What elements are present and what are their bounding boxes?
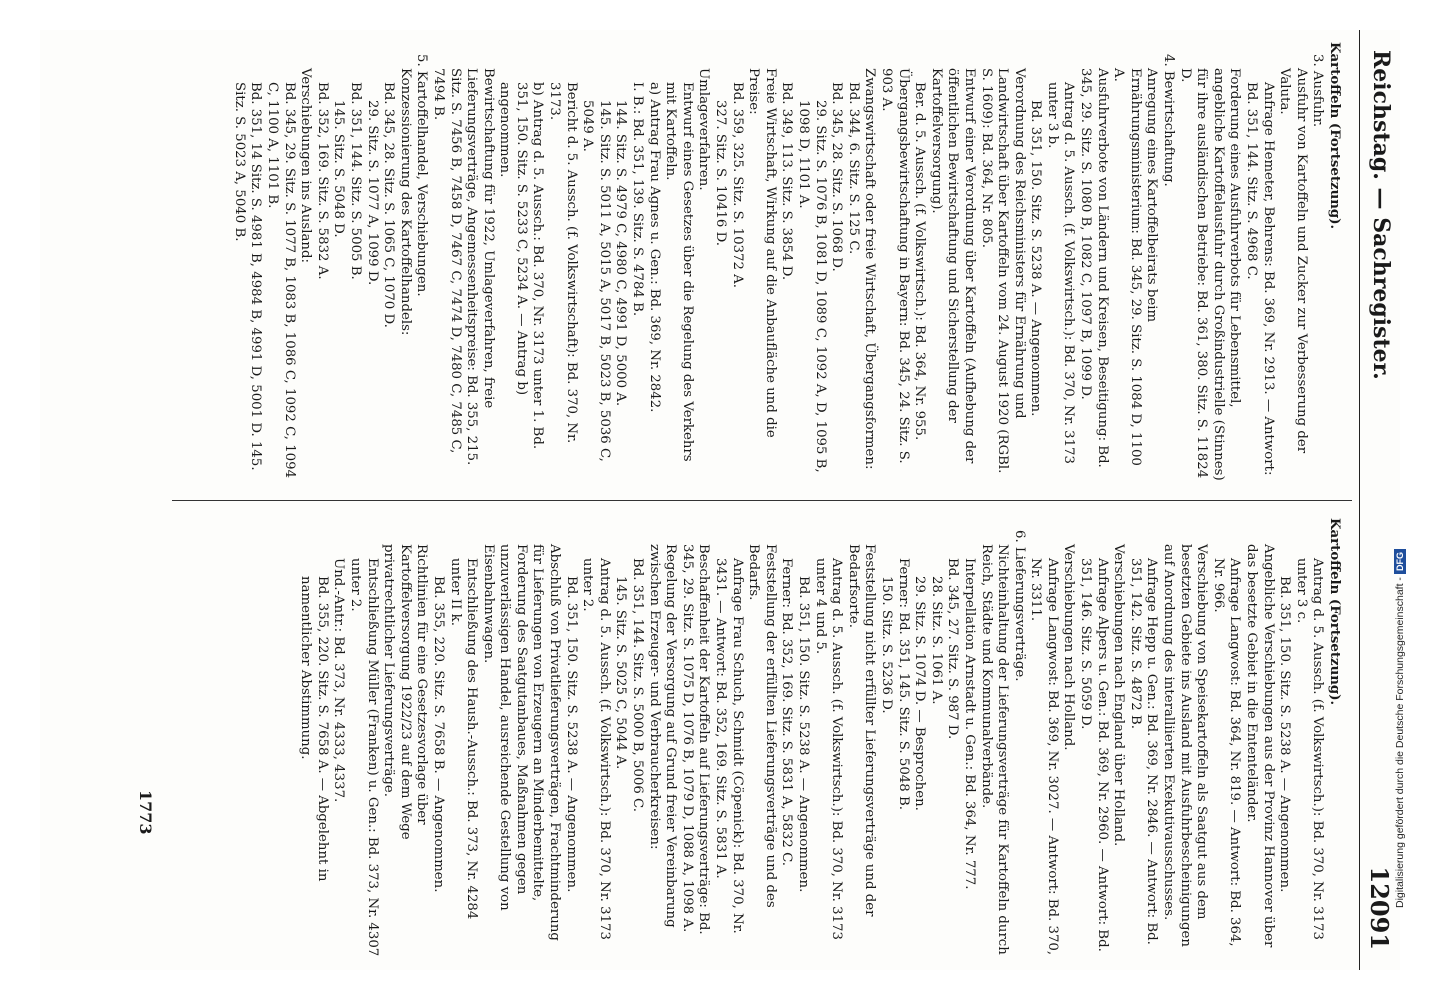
index-entry: Bd. 345, 27. Sitz. S. 987 D. bbox=[945, 558, 961, 740]
index-entry: Anfrage Langwost: Bd. 369, Nr. 3027. — Antwort: Bd. 370, Nr. 3311. bbox=[1028, 558, 1060, 956]
index-entry: Freie Wirtschaft, Wirkung auf die Anbaufläche und die Preise: bbox=[746, 68, 778, 438]
index-entry: Bd. 355, 220. Sitz. S. 7658 A. — Abgelehnt in namentlicher Abstimmung. bbox=[298, 576, 330, 882]
index-entry: Verschiebungen nach England über Holland. bbox=[1111, 544, 1127, 847]
index-entry: Abschluß von Privatlieferungsverträgen, Frachtminderung für Lieferungen von Erzeugern an Minderbemittelte, Forderung des Saatgutanbaues, Maßnahmen gegen unzuverlässigen Handel, ausreichende Gestellung von Eisenbahnwagen. bbox=[480, 544, 563, 941]
rotated-page-content bbox=[100, 30, 1400, 970]
index-entry: 150. Sitz. S. 5236 D. bbox=[878, 576, 894, 714]
running-title: Reichstag. — Sachregister. bbox=[1368, 50, 1394, 380]
index-entry: Bd. 351, 150. Sitz. S. 5238 A. — Angenommen. bbox=[796, 576, 811, 893]
index-entry: Bd. 344, 6. Sitz. S. 125 C. bbox=[845, 82, 861, 255]
index-entry: Interpellation Arnstadt u. Gen.: Bd. 364, Nr. 777. bbox=[961, 558, 977, 890]
index-entry: Bewirtschaftung für 1922, Umlageverfahren, freie Lieferungsverträge, Angemessenheitspreise: Bd. 355, 215. Sitz. S. 7456 B, 7458 D, 7467 C, 7474 D, 7480 C, 7485 C, 7494 B. bbox=[430, 68, 496, 466]
index-entry: Bd. 359, 325. Sitz. S. 10372 A. bbox=[729, 82, 745, 289]
digitization-note bbox=[1394, 8, 1418, 908]
column-divider bbox=[172, 500, 1352, 501]
index-entry: Umlageverfahren. bbox=[696, 68, 712, 191]
index-entry: Bd. 345, 28. Sitz. S. 1065 C, 1070 D. bbox=[381, 82, 397, 328]
dfg-logo: DFG bbox=[1394, 549, 1406, 574]
index-entry: Anfrage Hemeter, Behrens: Bd. 369, Nr. 2913. — Antwort: Bd. 351, 144. Sitz. S. 4968 C. bbox=[1244, 82, 1276, 476]
index-entry: Bericht d. 5. Aussch. (f. Volkswirtschaft): Bd. 370, Nr. 3173. bbox=[547, 82, 579, 444]
left-column bbox=[230, 42, 1342, 482]
index-entry: 3. Ausfuhr. bbox=[1310, 54, 1326, 128]
index-entry: Bd. 351, 150. Sitz. S. 5238 A. — Angenommen. bbox=[1028, 100, 1044, 417]
index-entry: Anfrage Alpers u. Gen.: Bd. 369, Nr. 2960. — Antwort: Bd. 351, 146. Sitz. S. 5059 D. bbox=[1078, 558, 1110, 952]
index-entry: a) Antrag Frau Agnes u. Gen.: Bd. 369, Nr. 2842. bbox=[646, 82, 662, 413]
index-entry: Verschiebungen nach Holland. bbox=[1061, 544, 1077, 751]
index-entry: Angebliche Verschiebungen aus der Provinz Hannover über das besetzte Gebiet in die Ententeländer. bbox=[1244, 544, 1276, 948]
index-entry: Kartoffeln (Fortsetzung). bbox=[1327, 518, 1342, 706]
index-entry: Forderung eines Ausfuhrverbots für Lebensmittel, angebliche Kartoffelausfuhr durch Großindustrielle (Stinnes) für ihre ausländischen Betriebe: Bd. 361, 380. Sitz. S. 11824 D. bbox=[1177, 68, 1243, 481]
index-entry: Und.-Antr.: Bd. 373, Nr. 4333, 4337. bbox=[331, 558, 347, 803]
index-entry: Bd. 355, 220. Sitz. S. 7658 B. — Angenommen. bbox=[430, 576, 446, 893]
index-entry: b) Antrag d. 5. Aussch.: Bd. 370, Nr. 3173 unter 1. Bd. 351, 150. Sitz. S. 5233 C, 5234 A. — Antrag b) angenommen. bbox=[497, 82, 546, 450]
index-entry: Bd. 351, 144. Sitz. S. 5000 B, 5006 C. bbox=[630, 558, 646, 812]
index-entry: 29. Sitz. S. 1076 B, 1081 D, 1089 C, 1092 A, D, 1095 B, 1098 D, 1101 A. bbox=[796, 100, 828, 473]
index-entry: 6. Lieferungsverträge. bbox=[1011, 530, 1027, 682]
page-number-top: 12091 bbox=[1365, 866, 1394, 950]
index-entry: Anfrage Frau Schuch, Schmidt (Cöpenick): Bd. 370, Nr. 3431. — Antwort: Bd. 352, 169. Sitz. S. 5831 A. bbox=[713, 558, 745, 934]
index-entry: 29. Sitz. S. 1077 A, 1099 D. bbox=[364, 100, 380, 286]
index-entry: Zwangswirtschaft oder freie Wirtschaft, Übergangsformen: bbox=[862, 68, 878, 470]
index-entry: Verschiebung von Speisekartoffeln als Saatgut aus dem besetzten Gebiete ins Ausland mit Ausfuhrbescheinigungen auf Anordnung des interalliierten Exekutivausschusses. bbox=[1161, 544, 1210, 947]
index-entry: 327. Sitz. S. 10416 D. bbox=[713, 100, 729, 247]
index-entry: Antrag d. 5. Aussch. (f. Volkswirtsch.): Bd. 370, Nr. 3173 unter 2. bbox=[580, 558, 612, 940]
scanned-page bbox=[40, 30, 1400, 970]
digitization-text: Digitalisierung gefördert durch die Deutsche Forschungsgemeinschaft - bbox=[1394, 577, 1406, 908]
index-entry: 29. Sitz. S. 1074 D. — Besprochen. bbox=[912, 576, 928, 811]
index-entry: Antrag d. 5. Aussch. (f. Volkswirtsch.): Bd. 370, Nr. 3173 unter 4 und 5. bbox=[812, 558, 845, 940]
index-entry: Anfrage Langwost: Bd. 364, Nr. 819. — Antwort: Bd. 364, Nr. 966. bbox=[1210, 558, 1243, 947]
index-entry: Bd. 352, 169. Sitz. S. 5832 A. bbox=[314, 82, 330, 280]
index-entry: Ber. d. 5. Aussch. (f. Volkswirtsch.): Bd. 364, Nr. 955. bbox=[912, 82, 928, 441]
index-entry: 145. Sitz. S. 5011 A, 5015 A, 5017 B, 5023 B, 5036 C, 5049 A. bbox=[580, 100, 612, 462]
index-entry: Entschließung des Haush.-Aussch.: Bd. 373, Nr. 4284 unter II k. bbox=[447, 558, 480, 920]
index-entry: Antrag d. 5. Aussch. (f. Volkswirtsch.): Bd. 370, Nr. 3173 unter 3 b. bbox=[1044, 82, 1077, 464]
index-entry: 5. Kartoffelhandel, Verschiebungen. bbox=[414, 54, 430, 297]
index-entry: Ausfuhr von Kartoffeln und Zucker zur Verbesserung der Valuta. bbox=[1277, 68, 1309, 454]
index-entry: Konzessionierung des Kartoffelhandels: bbox=[397, 68, 413, 336]
index-entry: 4. Bewirtschaftung. bbox=[1161, 54, 1177, 187]
index-entry: Richtlinien für eine Gesetzesvorlage über Kartoffelversorgung 1922/23 auf dem Wege privatrechtlicher Lieferungsverträge. bbox=[381, 544, 430, 840]
right-column bbox=[297, 518, 1342, 958]
index-entry: Beschaffenheit der Kartoffeln auf Lieferungsverträge: Bd. 345, 29. Sitz. S. 1075 D, 1076 B, 1079 D, 1088 A, 1098 A. bbox=[679, 544, 712, 935]
index-entry: Bd. 351, 14 Sitz. S. 4981 B, 4984 B, 4991 D, 5001 D. 145. Sitz. S. 5023 A, 5040 B. bbox=[231, 82, 264, 471]
index-entry: Bd. 345, 29. Sitz. S. 1077 B, 1083 B, 1086 C, 1092 C, 1094 C, 1100 A, 1101 B. bbox=[265, 82, 297, 479]
index-entry: Ferner: Bd. 352, 169. Sitz. S. 5831 A, 5832 C. bbox=[779, 558, 795, 866]
index-entry: Feststellung der erfüllten Lieferungsverträge und des Bedarfs. bbox=[746, 544, 778, 908]
index-entry: Nichteinhaltung der Lieferungsverträge für Kartoffeln durch Reich, Städte und Kommunalverbände. bbox=[978, 544, 1011, 955]
index-entry: Feststellung nicht erfüllter Lieferungsverträge und der Bedarfsorte. bbox=[845, 544, 878, 917]
index-entry: Entwurf eines Gesetzes über die Regelung des Verkehrs mit Kartoffeln. bbox=[663, 82, 695, 462]
index-entry: Entschließung Müller (Franken) u. Gen.: Bd. 373, Nr. 4307 unter 2. bbox=[347, 558, 380, 957]
index-entry: Entwurf einer Verordnung über Kartoffeln (Aufhebung der öffentlichen Bewirtschaftung und Sicherstellung der Kartoffelversorgung). bbox=[928, 68, 977, 464]
index-entry: Verordnung des Reichsministers für Ernährung und Landwirtschaft über Kartoffeln vom 24. August 1920 (RGBl. S. 1609): Bd. 364, Nr. 805. bbox=[978, 68, 1027, 474]
index-entry: Verschiebungen ins Ausland: bbox=[298, 68, 314, 263]
index-entry: Antrag d. 5. Aussch. (f. Volkswirtsch.): Bd. 370, Nr. 3173 unter 3 c. bbox=[1293, 558, 1326, 940]
index-entry: Kartoffeln (Fortsetzung). bbox=[1327, 42, 1342, 230]
index-entry: 145. Sitz. S. 5025 C, 5044 A. bbox=[613, 576, 629, 770]
index-entry: Bd. 349, 113. Sitz. S. 3854 D. bbox=[779, 82, 795, 281]
index-entry: Regelung der Versorgung auf Grund freier Vereinbarung zwischen Erzeuger- und Verbraucherkreisen: bbox=[646, 544, 679, 928]
index-entry: I. B.: Bd. 351, 139. Sitz. S. 4784 B. bbox=[630, 82, 646, 317]
index-entry: 145. Sitz. S. 5048 D. bbox=[331, 100, 347, 238]
index-entry: Bd. 351, 144. Sitz. S. 5005 B. bbox=[347, 82, 363, 280]
index-entry: Bd. 351, 150. Sitz. S. 5238 A. — Angenommen. bbox=[1277, 576, 1293, 893]
index-entry: Anfrage Hepp u. Gen.: Bd. 369, Nr. 2846. — Antwort: Bd. 351, 142. Sitz. S. 4872 B. bbox=[1127, 558, 1160, 945]
index-entry: Ferner: Bd. 351, 145. Sitz. S. 5048 B. bbox=[895, 558, 911, 810]
index-entry: Bd. 351, 150. Sitz. S. 5238 A. — Angenommen. bbox=[563, 576, 579, 893]
index-entry: Bd. 345, 28. Sitz. S. 1068 D. bbox=[829, 82, 845, 272]
index-entry: 28. Sitz. S. 1061 A. bbox=[928, 576, 944, 705]
index-entry: Ausfuhrverbote von Ländern und Kreisen, Beseitigung: Bd. 345, 29. Sitz. S. 1080 B, 1082 C, 1097 B, 1099 D. bbox=[1078, 68, 1110, 468]
signature-number: 1773 bbox=[136, 790, 155, 835]
index-entry: Anregung eines Kartoffelbeirats beim Ernährungsministerium: Bd. 345, 29. Sitz. S. 1084 D, 1100 A. bbox=[1111, 68, 1160, 466]
index-entry: 144. Sitz. S. 4979 C, 4980 C, 4991 D, 5000 A. bbox=[613, 100, 629, 407]
index-entry: Übergangsbewirtschaftung in Bayern: Bd. 345, 24. Sitz. S. 903 A. bbox=[878, 68, 911, 464]
